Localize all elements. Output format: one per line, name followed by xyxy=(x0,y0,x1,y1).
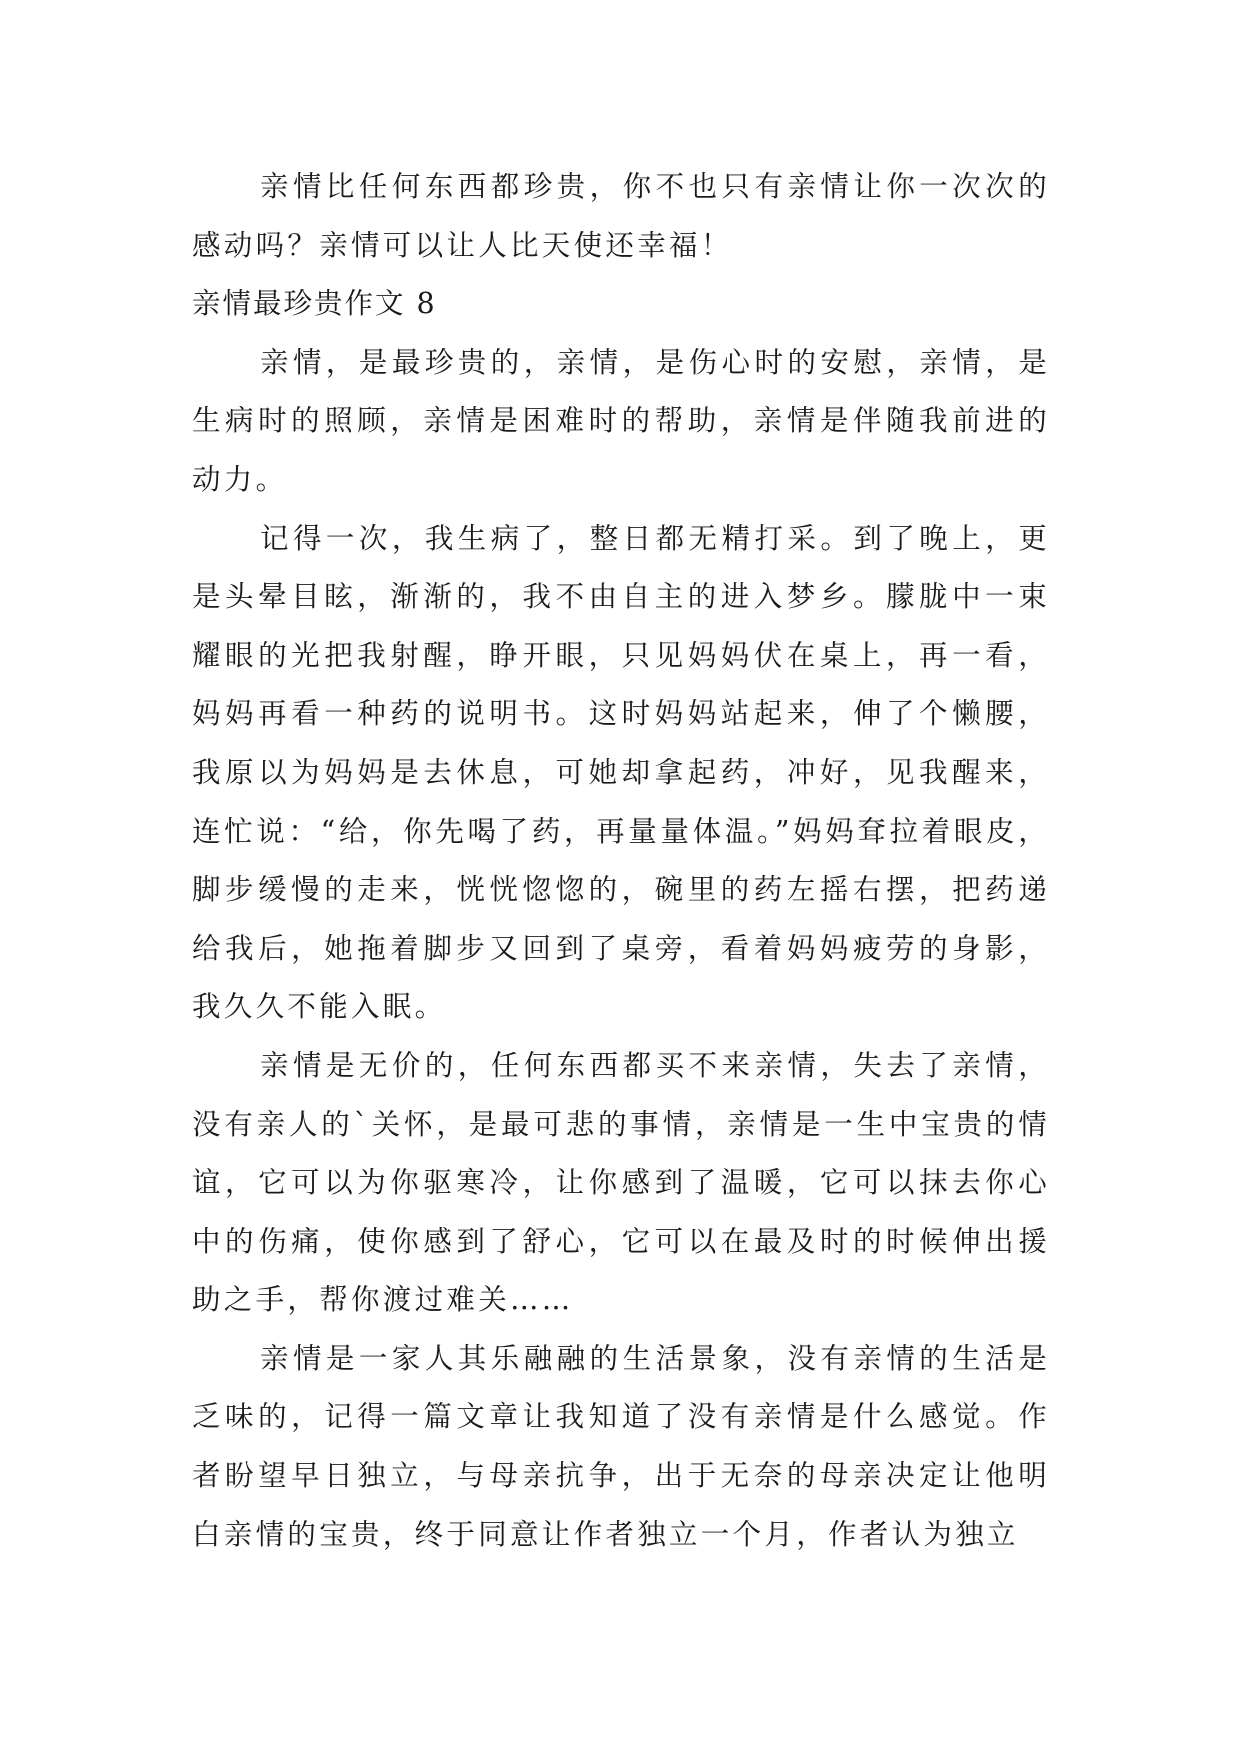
paragraph-intro: 亲情比任何东西都珍贵，你不也只有亲情让你一次次的感动吗？亲情可以让人比天使还幸福！ xyxy=(192,170,1050,262)
paragraph-4: 亲情是一家人其乐融融的生活景象，没有亲情的生活是乏味的，记得一篇文章让我知道了没有亲情是什么感觉。作者盼望早日独立，与母亲抗争，出于无奈的母亲决定让他明白亲情的宝贵，终于同意让作者独立一个月，作者认为独立 xyxy=(192,1341,1050,1551)
paragraph-2: 记得一次，我生病了，整日都无精打采。到了晚上，更是头晕目眩，渐渐的，我不由自主的进入梦乡。朦胧中一束耀眼的光把我射醒，睁开眼，只见妈妈伏在桌上，再一看，妈妈再看一种药的说明书。这时妈妈站起来，伸了个懒腰，我原以为妈妈是去休息，可她却拿起药，冲好，见我醒来，连忙说：“给，你先喝了药，再量量体温。”妈妈耷拉着眼皮，脚步缓慢的走来，恍恍惚惚的，碗里的药左摇右摆，把药递给我后，她拖着脚步又回到了桌旁，看着妈妈疲劳的身影，我久久不能入眠。 xyxy=(192,521,1050,1024)
essay-heading: 亲情最珍贵作文 8 xyxy=(192,287,437,321)
paragraph-1: 亲情，是最珍贵的，亲情，是伤心时的安慰，亲情，是生病时的照顾，亲情是困难时的帮助，亲情是伴随我前进的动力。 xyxy=(192,345,1050,496)
paragraph-3: 亲情是无价的，任何东西都买不来亲情，失去了亲情，没有亲人的`关怀，是最可悲的事情，亲情是一生中宝贵的情谊，它可以为你驱寒冷，让你感到了温暖，它可以抹去你心中的伤痛，使你感到了舒心，它可以在最及时的时候伸出援助之手，帮你渡过难关…… xyxy=(192,1048,1050,1317)
document-page xyxy=(192,158,1050,1564)
